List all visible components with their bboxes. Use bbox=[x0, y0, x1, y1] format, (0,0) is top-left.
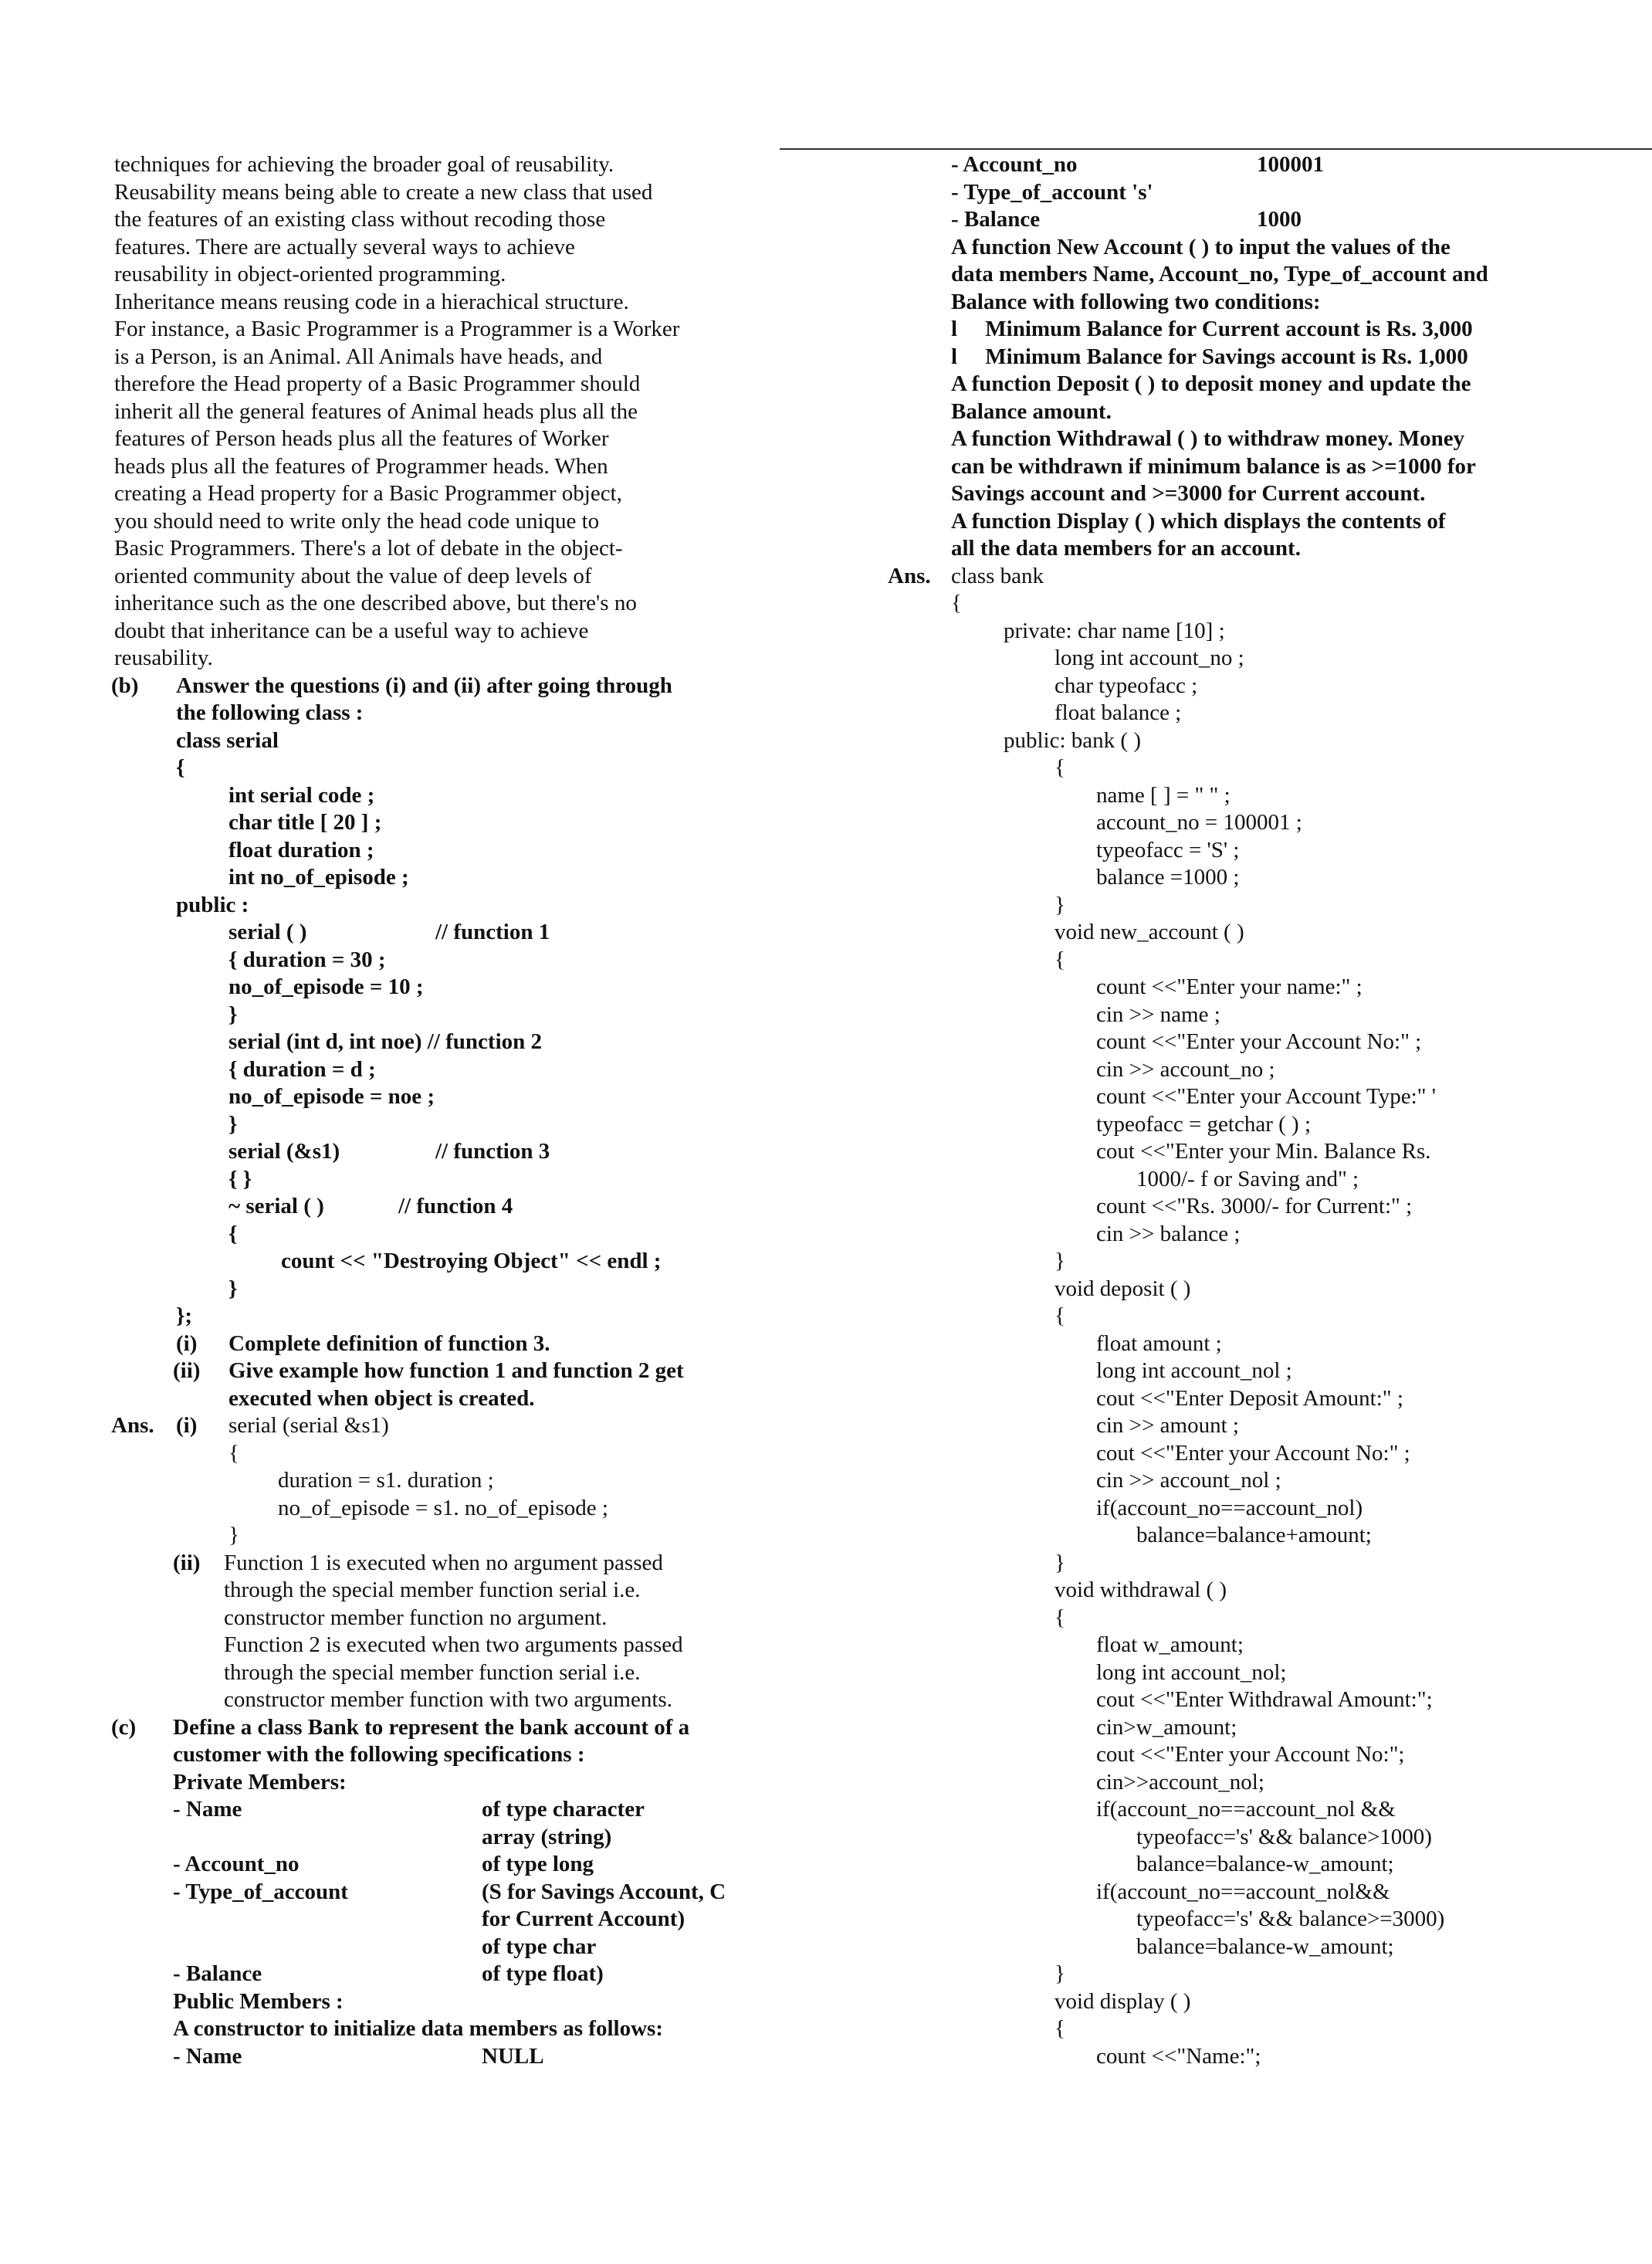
q1-label: (i) bbox=[176, 1330, 198, 1356]
code-line: count <<"Enter your name:" ; bbox=[1096, 974, 1363, 999]
left-column bbox=[111, 151, 794, 2070]
init-row-value: NULL bbox=[482, 2043, 544, 2069]
init-row-key: - Type_of_account 's' bbox=[951, 179, 1153, 205]
question-b-label: (b) bbox=[111, 673, 139, 698]
member-line: int serial code ; bbox=[229, 782, 375, 808]
text-line: is a Person, is an Animal. All Animals have heads, and bbox=[114, 344, 603, 369]
answer-line: through the special member function serial i.e. bbox=[224, 1578, 641, 1602]
spec-row bbox=[173, 1796, 794, 1824]
question-line: Answer the questions (i) and (ii) after going through bbox=[176, 673, 672, 698]
code-line: private: char name [10] ; bbox=[1004, 618, 1225, 643]
spec-row-key bbox=[173, 1934, 482, 1961]
code-line: long int account_nol; bbox=[1096, 1659, 1287, 1685]
member-list bbox=[114, 782, 794, 892]
a1-sig: serial (serial &s1) bbox=[229, 1413, 389, 1438]
code-line: typeofacc = getchar ( ) ; bbox=[1096, 1111, 1312, 1137]
f4-comment: // function 4 bbox=[398, 1194, 513, 1218]
spec-row-value: of type character bbox=[482, 1797, 645, 1822]
text-line: creating a Head property for a Basic Programmer object, bbox=[114, 481, 622, 506]
code-line: long int account_nol ; bbox=[1096, 1358, 1292, 1383]
text-line: Inheritance means reusing code in a hierachical structure. bbox=[114, 289, 629, 314]
code-line: cin >> balance ; bbox=[1096, 1221, 1241, 1246]
question-line: customer with the following specifications : bbox=[173, 1742, 585, 1767]
spec-row bbox=[173, 1961, 794, 1988]
function-specs bbox=[888, 234, 1567, 563]
ans-label: Ans. bbox=[111, 1413, 154, 1438]
spec-row-key: - Type_of_account bbox=[173, 1879, 348, 1904]
f4-sig: ~ serial ( ) bbox=[229, 1194, 324, 1218]
answer-1-signature bbox=[111, 1412, 794, 1440]
private-members-label: Private Members: bbox=[173, 1769, 347, 1795]
code-line: public: bank ( ) bbox=[1004, 727, 1141, 753]
spec-row-value: array (string) bbox=[482, 1824, 612, 1849]
init-row-key: - Name bbox=[173, 2043, 242, 2069]
f1-comment: // function 1 bbox=[435, 920, 550, 944]
class-close: }; bbox=[176, 1303, 193, 1328]
spec-row-value: of type float) bbox=[482, 1961, 604, 1986]
question-c-label: (c) bbox=[111, 1714, 137, 1740]
code-line: { bbox=[1055, 1605, 1065, 1630]
brace-open: { bbox=[176, 755, 185, 780]
code-line: float w_amount; bbox=[1096, 1632, 1244, 1657]
answer-1-close: } bbox=[229, 1523, 239, 1547]
spec-line: can be withdrawn if minimum balance is as >=1000 for bbox=[951, 453, 1476, 479]
text-line: Basic Programmers. There's a lot of debate in the object- bbox=[114, 536, 623, 561]
text-line: inheritance such as the one described above, but there's no bbox=[114, 591, 637, 615]
code-line: { bbox=[1055, 1303, 1065, 1328]
code-line: cin >> name ; bbox=[1096, 1002, 1220, 1027]
code-line: cout <<"Enter Withdrawal Amount:"; bbox=[1096, 1687, 1433, 1712]
text-line: For instance, a Basic Programmer is a Programmer is a Worker bbox=[114, 317, 680, 341]
spec-row-key: - Account_no bbox=[173, 1852, 300, 1876]
text-line: doubt that inheritance can be a useful way to achieve bbox=[114, 618, 589, 643]
code-line: { bbox=[951, 591, 962, 615]
code-line: no_of_episode = noe ; bbox=[229, 1084, 435, 1109]
answer-c bbox=[888, 563, 1567, 2071]
sub-question-2 bbox=[114, 1357, 794, 1412]
spec-line: A function New Account ( ) to input the values of the bbox=[951, 234, 1451, 259]
text-line: reusability in object-oriented programming. bbox=[114, 262, 506, 286]
code-line: cin >> account_no ; bbox=[1096, 1056, 1275, 1082]
text-line: reusability. bbox=[114, 646, 213, 670]
code-line: if(account_no==account_nol && bbox=[1096, 1797, 1396, 1822]
paragraph-inheritance bbox=[114, 289, 794, 673]
code-line: count <<"Name:"; bbox=[1096, 2043, 1261, 2069]
class-declaration: class serial bbox=[176, 727, 279, 753]
code-line: } bbox=[1055, 1249, 1065, 1273]
public-label: public : bbox=[176, 892, 249, 917]
code-line: cout <<"Enter your Min. Balance Rs. bbox=[1096, 1139, 1431, 1164]
answer-line: constructor member function with two arguments. bbox=[224, 1687, 672, 1712]
spec-row-value: of type char bbox=[482, 1934, 597, 1959]
code-line: cin >> account_nol ; bbox=[1096, 1468, 1281, 1493]
spec-line: l Minimum Balance for Savings account is Rs. 1,000 bbox=[951, 344, 1468, 369]
question-line: Give example how function 1 and function 2 get bbox=[229, 1358, 684, 1383]
f3-sig: serial (&s1) bbox=[229, 1139, 340, 1164]
code-line: { bbox=[1055, 947, 1065, 972]
code-line: } bbox=[229, 1111, 238, 1137]
paragraph-reusability bbox=[114, 151, 794, 289]
code-line: typeofacc = 'S' ; bbox=[1096, 837, 1240, 863]
code-line: cin>w_amount; bbox=[1096, 1714, 1237, 1740]
function-1-body bbox=[114, 947, 794, 1029]
code-line: if(account_no==account_nol&& bbox=[1096, 1879, 1390, 1904]
init-row-key: - Account_no bbox=[951, 152, 1078, 177]
init-row-value: 1000 bbox=[1257, 207, 1302, 232]
spec-row bbox=[173, 1879, 794, 1906]
function-1-signature bbox=[114, 919, 794, 947]
code-line: { duration = d ; bbox=[229, 1056, 376, 1082]
code-line: count <<"Enter your Account No:" ; bbox=[1096, 1029, 1422, 1054]
spec-line: A function Withdrawal ( ) to withdraw money. Money bbox=[951, 426, 1465, 451]
text-line: inherit all the general features of Animal heads plus all the bbox=[114, 398, 638, 424]
spec-line: all the data members for an account. bbox=[951, 536, 1301, 561]
f1-sig: serial ( ) bbox=[229, 920, 307, 944]
text-line: the features of an existing class without recoding those bbox=[114, 207, 606, 232]
code-line: { bbox=[1055, 755, 1065, 780]
code-line: if(account_no==account_nol) bbox=[1096, 1495, 1363, 1520]
spec-line: A function Display ( ) which displays the contents of bbox=[951, 508, 1446, 534]
code-line: float balance ; bbox=[1055, 700, 1182, 725]
code-line: count <<"Enter your Account Type:" ' bbox=[1096, 1084, 1436, 1109]
function-4-open: { bbox=[229, 1221, 238, 1246]
code-line: balance=balance-w_amount; bbox=[1136, 1852, 1394, 1876]
code-line: 1000/- f or Saving and" ; bbox=[1136, 1166, 1359, 1191]
member-line: int no_of_episode ; bbox=[229, 865, 409, 890]
spec-row bbox=[173, 1934, 794, 1961]
init-row bbox=[951, 206, 1567, 234]
function-3-body: { } bbox=[229, 1166, 252, 1191]
spec-table bbox=[114, 1796, 794, 1988]
constructor-description: A constructor to initialize data members as follows: bbox=[173, 2016, 663, 2041]
code-line: } bbox=[1055, 1961, 1065, 1986]
question-b bbox=[111, 673, 794, 727]
code-line: float amount ; bbox=[1096, 1330, 1222, 1356]
function-2-body bbox=[114, 1056, 794, 1139]
answer-1-body bbox=[114, 1467, 794, 1522]
member-line: char title [ 20 ] ; bbox=[229, 810, 382, 835]
function-4-statement: count << "Destroying Object" << endl ; bbox=[281, 1249, 662, 1273]
init-table-continued bbox=[888, 151, 1567, 234]
code-line: void withdrawal ( ) bbox=[1055, 1578, 1227, 1602]
q1-text: Complete definition of function 3. bbox=[229, 1330, 550, 1356]
code-line: typeofacc='s' && balance>=3000) bbox=[1136, 1906, 1445, 1931]
answer-c-label: Ans. bbox=[888, 563, 931, 588]
answer-line: Function 2 is executed when two arguments passed bbox=[224, 1632, 683, 1657]
function-4-close: } bbox=[229, 1276, 238, 1301]
bank-class-code bbox=[888, 563, 1567, 2071]
code-line: char typeofacc ; bbox=[1055, 673, 1198, 698]
init-row bbox=[951, 179, 1567, 207]
answer-1-open: { bbox=[229, 1440, 239, 1466]
init-row-value: 100001 bbox=[1257, 152, 1324, 177]
a2-label: (ii) bbox=[173, 1550, 201, 1575]
spec-row-value: for Current Account) bbox=[482, 1906, 686, 1931]
code-line: name [ ] = " " ; bbox=[1096, 782, 1231, 808]
text-line: oriented community about the value of deep levels of bbox=[114, 563, 592, 588]
code-line: duration = s1. duration ; bbox=[278, 1468, 494, 1493]
code-line: } bbox=[1055, 892, 1065, 917]
spec-line: data members Name, Account_no, Type_of_account and bbox=[951, 262, 1488, 286]
text-line: techniques for achieving the broader goal of reusability. bbox=[114, 152, 614, 177]
spec-line: Balance amount. bbox=[951, 398, 1112, 424]
spec-line: l Minimum Balance for Current account is Rs. 3,000 bbox=[951, 317, 1473, 341]
code-line: { duration = 30 ; bbox=[229, 947, 386, 972]
spec-row bbox=[173, 1851, 794, 1879]
init-row-key: - Balance bbox=[951, 207, 1041, 232]
answer-line: constructor member function no argument. bbox=[224, 1605, 608, 1630]
code-line: void deposit ( ) bbox=[1055, 1276, 1191, 1301]
spec-row-key bbox=[173, 1824, 482, 1852]
spec-row-key: - Balance bbox=[173, 1961, 262, 1986]
code-line: void display ( ) bbox=[1055, 1988, 1191, 2014]
spec-row bbox=[173, 1906, 794, 1934]
q2-label: (ii) bbox=[173, 1358, 201, 1383]
code-line: no_of_episode = s1. no_of_episode ; bbox=[278, 1495, 608, 1520]
code-line: } bbox=[229, 1002, 238, 1027]
code-line: void new_account ( ) bbox=[1055, 920, 1244, 944]
code-line: class bank bbox=[951, 563, 1044, 588]
f3-comment: // function 3 bbox=[435, 1139, 550, 1164]
code-line: cout <<"Enter your Account No:" ; bbox=[1096, 1440, 1410, 1466]
code-line: } bbox=[1055, 1550, 1065, 1575]
text-line: Reusability means being able to create a new class that used bbox=[114, 179, 653, 205]
text-line: features of Person heads plus all the features of Worker bbox=[114, 426, 609, 451]
answer-line: Function 1 is executed when no argument passed bbox=[224, 1550, 663, 1575]
function-2-signature: serial (int d, int noe) // function 2 bbox=[229, 1029, 543, 1054]
public-members-label: Public Members : bbox=[173, 1988, 344, 2014]
init-table bbox=[114, 2043, 794, 2071]
code-line: cout <<"Enter Deposit Amount:" ; bbox=[1096, 1385, 1403, 1411]
code-line: typeofacc='s' && balance>1000) bbox=[1136, 1824, 1432, 1849]
a1-label: (i) bbox=[176, 1413, 198, 1438]
question-line: executed when object is created. bbox=[229, 1385, 535, 1411]
text-line: heads plus all the features of Programmer heads. When bbox=[114, 453, 608, 479]
code-line: long int account_no ; bbox=[1055, 646, 1244, 670]
init-row bbox=[173, 2043, 794, 2071]
code-line: balance=balance+amount; bbox=[1136, 1523, 1372, 1547]
code-line: account_no = 100001 ; bbox=[1096, 810, 1302, 835]
answer-2 bbox=[114, 1550, 794, 1714]
right-column bbox=[888, 151, 1567, 2070]
spec-row-key: - Name bbox=[173, 1797, 242, 1822]
function-4-signature bbox=[114, 1193, 794, 1221]
top-rule bbox=[780, 148, 1652, 150]
code-line: balance=balance-w_amount; bbox=[1136, 1934, 1394, 1959]
code-line: { bbox=[1055, 2016, 1065, 2041]
question-line: the following class : bbox=[176, 700, 364, 725]
function-3-signature bbox=[114, 1138, 794, 1166]
member-line: float duration ; bbox=[229, 837, 374, 863]
question-line: Define a class Bank to represent the bank account of a bbox=[173, 1714, 690, 1740]
code-line: count <<"Rs. 3000/- for Current:" ; bbox=[1096, 1194, 1413, 1218]
question-c bbox=[111, 1714, 794, 1769]
code-line: cin >> amount ; bbox=[1096, 1413, 1239, 1438]
spec-row-value: (S for Savings Account, C bbox=[482, 1879, 726, 1904]
text-line: you should need to write only the head code unique to bbox=[114, 508, 600, 534]
code-line: cin>>account_nol; bbox=[1096, 1769, 1264, 1795]
answer-line: through the special member function serial i.e. bbox=[224, 1659, 641, 1685]
spec-line: Savings account and >=3000 for Current account. bbox=[951, 481, 1426, 506]
code-line: balance =1000 ; bbox=[1096, 865, 1240, 890]
code-line: no_of_episode = 10 ; bbox=[229, 974, 424, 999]
spec-line: Balance with following two conditions: bbox=[951, 289, 1321, 314]
spec-row-key bbox=[173, 1906, 482, 1934]
spec-row-value: of type long bbox=[482, 1852, 594, 1876]
sub-question-1 bbox=[114, 1330, 794, 1358]
text-line: features. There are actually several ways to achieve bbox=[114, 234, 575, 259]
code-line: cout <<"Enter your Account No:"; bbox=[1096, 1742, 1405, 1767]
text-line: therefore the Head property of a Basic Programmer should bbox=[114, 371, 641, 396]
spec-row bbox=[173, 1824, 794, 1852]
spec-line: A function Deposit ( ) to deposit money and update the bbox=[951, 371, 1471, 396]
init-row bbox=[951, 151, 1567, 179]
